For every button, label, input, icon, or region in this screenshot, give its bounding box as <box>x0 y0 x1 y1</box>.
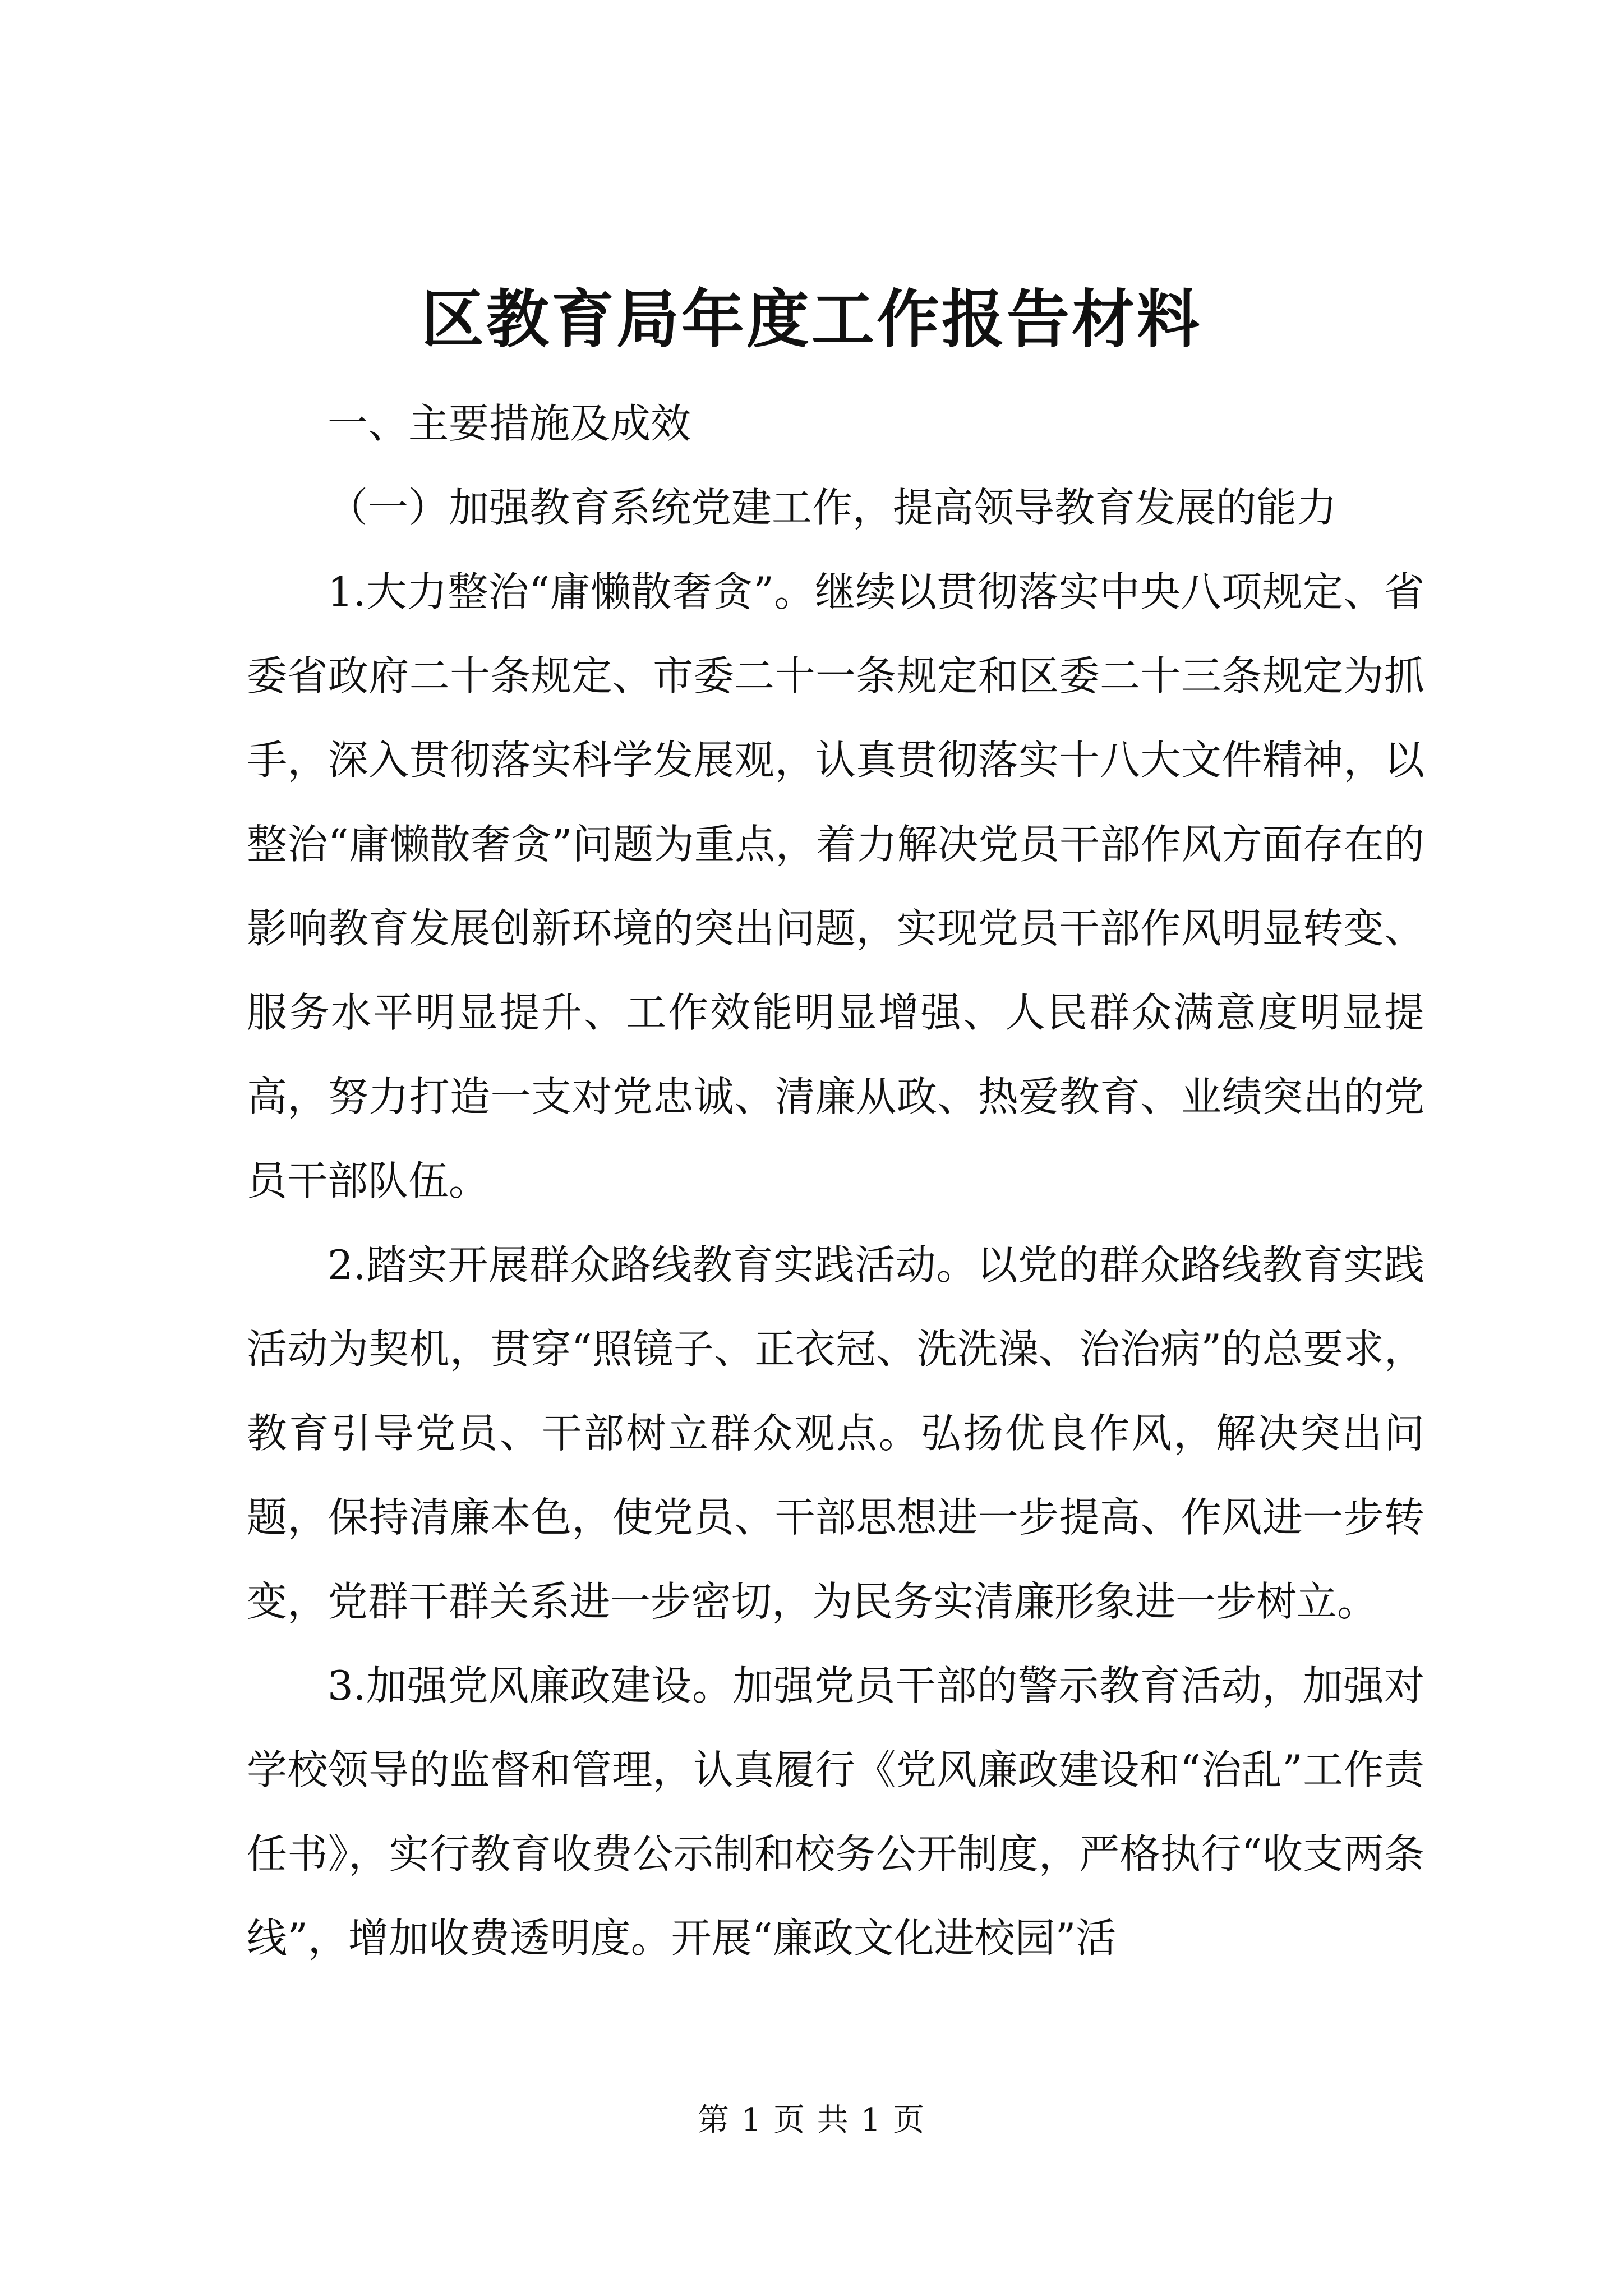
document-body <box>247 381 1424 1980</box>
page-footer: 第 1 页 共 1 页 <box>697 2102 926 2138</box>
section-heading: 一、主要措施及成效 <box>328 400 691 447</box>
document-title: 区教育局年度工作报告材料 <box>421 283 1202 356</box>
subsection-heading: （一）加强教育系统党建工作，提高领导教育发展的能力 <box>328 484 1338 531</box>
paragraph-3: 3.加强党风廉政建设。加强党员干部的警示教育活动，加强对学校领导的监督和管理，认真履行《党风廉政建设和“治乱”工作责任书》，实行教育收费公示制和校务公开制度，严格执行“收支两条线”，增加收费透明度。开展“廉政文化进校园”活 <box>247 1662 1424 1962</box>
paragraph-1: 1.大力整治“庸懒散奢贪”。继续以贯彻落实中央八项规定、省委省政府二十条规定、市委二十一条规定和区委二十三条规定为抓手，深入贯彻落实科学发展观，认真贯彻落实十八大文件精神，以整治“庸懒散奢贪”问题为重点，着力解决党员干部作风方面存在的影响教育发展创新环境的突出问题，实现党员干部作风明显转变、服务水平明显提升、工作效能明显增强、人民群众满意度明显提高，努力打造一支对党忠诚、清廉从政、热爱教育、业绩突出的党员干部队伍。 <box>247 568 1424 1204</box>
paragraph-2: 2.踏实开展群众路线教育实践活动。以党的群众路线教育实践活动为契机，贯穿“照镜子、正衣冠、洗洗澡、治治病”的总要求，教育引导党员、干部树立群众观点。弘扬优良作风，解决突出问题，保持清廉本色，使党员、干部思想进一步提高、作风进一步转变，党群干群关系进一步密切，为民务实清廉形象进一步树立。 <box>247 1241 1424 1625</box>
